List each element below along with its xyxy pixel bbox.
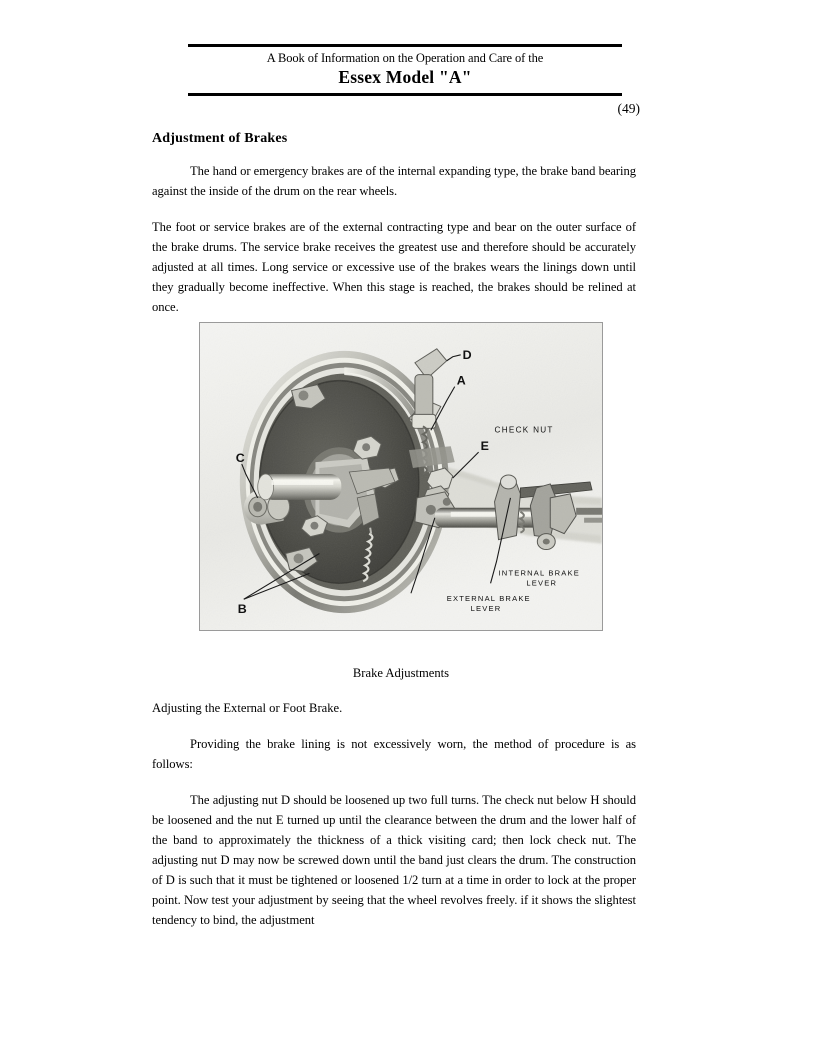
callout-b: B [237,602,247,617]
callout-d: D [462,347,472,362]
paragraph-procedure-detail: The adjusting nut D should be loosened up two full turns. The check nut below H should be loosened and the nut E turned up until the clearance between the drum and the lower half of the band to approximately the thickness of a thick visiting card; then lock check nut. The adjusting nut D may now be screwed down until the band just clears the drum. The construction of D is such that it must be tightened or loosened 1/2 turn at a time in order to lock at the proper point. Now test your adjustment by seeing that the wheel revolves freely. if it shows the slightest tendency to bind, the adjustment [152,793,636,927]
callout-internal-lever-line2: LEVER [526,578,558,588]
brake-assembly-illustration [200,323,602,630]
callout-external-lever-line1: EXTERNAL BRAKE [446,594,531,604]
paragraph-hand-brake: The hand or emergency brakes are of the internal expanding type, the brake band bearing against the inside of the drum on the rear wheels. [152,164,636,198]
upper-content [152,131,662,333]
header-rule-bottom [188,93,622,96]
lower-content [152,698,662,930]
figure-caption: Brake Adjustments [352,666,450,680]
paragraph-adjusting-heading: Adjusting the External or Foot Brake. [152,701,343,715]
callout-a: A [456,373,466,388]
callout-c: C [235,451,245,466]
callout-check-nut: CHECK NUT [494,425,554,435]
page-title: Adjustment of Brakes [152,131,288,146]
header-subtitle: A Book of Information on the Operation and Care of the [266,51,544,65]
page-header [188,44,622,96]
paragraph-foot-brake: The foot or service brakes are of the external contracting type and bear on the outer surface of the brake drums. The service brake receives the greatest use and therefore should be accurately adjusted at all times. Long service or excessive use of the brakes wears the linings down until they gradually become ineffective. When this stage is reached, the brakes should be relined at once. [152,220,636,314]
callout-internal-lever-line1: INTERNAL BRAKE [498,568,581,578]
callout-external-lever-line2: LEVER [470,604,502,614]
brake-assembly-figure [199,322,603,631]
paragraph-procedure-intro: Providing the brake lining is not excessively worn, the method of procedure is as follows: [152,737,636,771]
header-title: Essex Model "A" [338,67,472,87]
page-number: (49) [617,101,640,116]
callout-e: E [480,439,489,454]
